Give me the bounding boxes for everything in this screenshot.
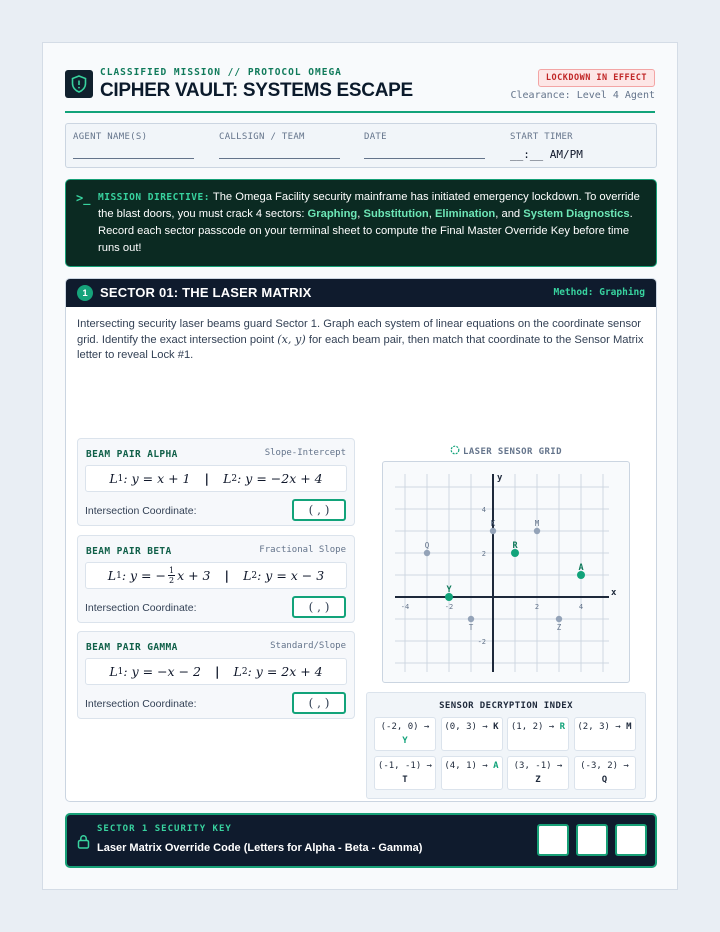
beam-pair-alpha: BEAM PAIR ALPHA Slope-Intercept L 1 : y = x + 1 | L 2 : y = −2x + 4 Intersection Coordinate: ( , ): [77, 438, 355, 526]
y-tick-label: -2: [477, 638, 486, 646]
point-label-m: M: [534, 519, 540, 528]
gamma-answer-input[interactable]: ( , ): [292, 692, 346, 714]
key-description: Laser Matrix Override Code (Letters for Alpha - Beta - Gamma): [97, 842, 423, 854]
point-label-k: K: [490, 519, 496, 528]
point-m: [534, 528, 540, 534]
sector-instructions: Intersecting security laser beams guard Sector 1. Graph each system of linear equations on the coordinate sensor grid. Identify the exact intersection point (x, y) for each beam pair, then match that coordinate to the Sensor Matrix letter to reveal Lock #1.: [77, 318, 644, 361]
lock-icon: [77, 834, 90, 849]
clearance-level: Clearance: Level 4 Agent: [510, 90, 655, 101]
equation-box: L 1 : y = x + 1 | L 2 : y = −2x + 4: [85, 465, 347, 492]
index-cell: (4, 1) → A: [441, 756, 503, 790]
x-tick-label: 2: [534, 603, 540, 611]
index-cell: (1, 2) → R: [507, 717, 569, 751]
header-divider: [65, 111, 655, 113]
y-tick-label: 2: [481, 550, 486, 558]
mission-kicker: CLASSIFIED MISSION // PROTOCOL OMEGA: [100, 67, 342, 78]
key-letter-box-2[interactable]: [576, 824, 608, 856]
beta-answer-input[interactable]: ( , ): [292, 596, 346, 618]
point-label-r: R: [512, 541, 518, 551]
index-cell: (-2, 0) → Y: [374, 717, 436, 751]
index-cell: (-3, 2) → Q: [574, 756, 636, 790]
point-q: [424, 550, 430, 556]
worksheet-page: [42, 42, 678, 890]
sector-title: SECTOR 01: THE LASER MATRIX: [100, 285, 312, 300]
x-tick-label: -2: [444, 603, 454, 611]
sector-header: [66, 279, 656, 307]
sector-number-badge: 1: [77, 285, 93, 301]
index-cell: (2, 3) → M: [574, 717, 636, 751]
key-label: SECTOR 1 SECURITY KEY: [97, 824, 232, 834]
beam-pair-beta: BEAM PAIR BETA Fractional Slope L 1 : y = − $\frac{1}{2}$ x + 3 | L 2 : y = x − 3 Intersection Coordinate: ( , ): [77, 535, 355, 623]
date-field[interactable]: DATE: [364, 132, 485, 159]
mission-directive: [65, 179, 657, 267]
y-axis-label: y: [497, 473, 503, 483]
point-k: [490, 528, 496, 534]
sector-method: Method: Graphing: [553, 287, 645, 298]
point-label-z: Z: [556, 623, 562, 632]
index-cell: (3, -1) → Z: [507, 756, 569, 790]
point-label-q: Q: [424, 541, 430, 550]
x-tick-label: 4: [578, 603, 584, 611]
x-tick-label: -4: [400, 603, 410, 611]
key-letter-box-1[interactable]: [537, 824, 569, 856]
sector-01-card: [65, 278, 657, 802]
lockdown-badge: LOCKDOWN IN EFFECT: [538, 69, 655, 87]
index-cell: (-1, -1) → T: [374, 756, 436, 790]
target-icon: [450, 445, 460, 455]
sensor-decryption-index: SENSOR DECRYPTION INDEX (-2, 0) → Y (0, 3) → K (1, 2) → R (2, 3) → M (-1, -1) → T (4, 1) → A (3, -1) → Z (-3, 2) → Q: [366, 692, 646, 799]
beam-pair-gamma: BEAM PAIR GAMMA Standard/Slope L 1 : y = −x − 2 | L 2 : y = 2x + 4 Intersection Coordinate: ( , ): [77, 631, 355, 719]
page-title: CIPHER VAULT: SYSTEMS ESCAPE: [100, 80, 413, 101]
shield-alert-icon: [65, 70, 93, 98]
directive-text: MISSION DIRECTIVE: The Omega Facility security mainframe has initiated emergency lockdown. To override the blast doors, you must crack 4 sectors: Graphing, Substitution, Elimination, and System Diagnostics. Record each sector passcode on your terminal sheet to compute the Final Master Override Key before time runs out!: [98, 191, 640, 254]
index-cell: (0, 3) → K: [441, 717, 503, 751]
agent-name-field[interactable]: AGENT NAME(S): [73, 132, 194, 159]
equation-box: L 1 : y = −x − 2 | L 2 : y = 2x + 4: [85, 658, 347, 685]
point-label-y: Y: [446, 585, 452, 595]
y-tick-label: 4: [481, 506, 486, 514]
point-t: [468, 616, 474, 622]
sector-security-key: [65, 813, 657, 868]
point-label-a: A: [578, 563, 584, 573]
callsign-field[interactable]: CALLSIGN / TEAM: [219, 132, 340, 159]
agent-info-panel: [65, 123, 657, 168]
point-z: [556, 616, 562, 622]
start-timer-field[interactable]: START TIMER __:__ AM/PM: [510, 132, 583, 161]
terminal-prompt-icon: >_: [76, 191, 91, 205]
alpha-answer-input[interactable]: ( , ): [292, 499, 346, 521]
laser-sensor-grid[interactable]: [382, 461, 630, 683]
sensor-grid-label: LASER SENSOR GRID: [450, 445, 562, 457]
key-letter-box-3[interactable]: [615, 824, 647, 856]
equation-box: L 1 : y = − $\frac{1}{2}$ x + 3 | L 2 : y = x − 3: [85, 562, 347, 589]
x-axis-label: x: [611, 588, 617, 598]
point-label-t: T: [468, 623, 474, 632]
